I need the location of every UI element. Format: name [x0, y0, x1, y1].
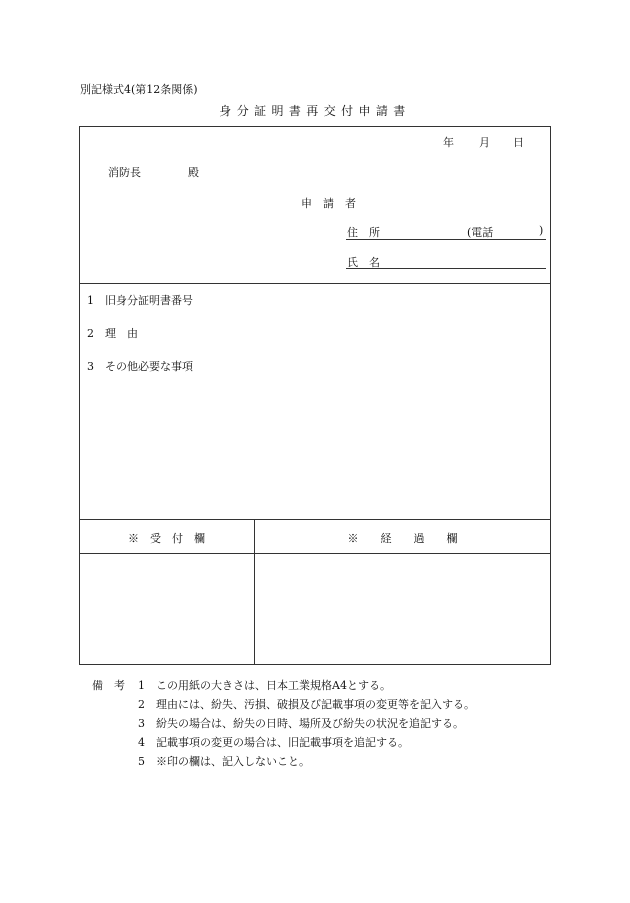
note-item: 2 理由には、紛失、汚損、破損及び記載事項の変更等を記入する。	[138, 698, 475, 711]
addressee-name: 消防長	[108, 166, 141, 179]
applicant-heading: 申 請 者	[301, 197, 356, 210]
addressee-honorific: 殿	[188, 166, 199, 179]
form-identifier: 別記様式4(第12条関係)	[80, 83, 198, 96]
name-field[interactable]	[346, 268, 546, 269]
item-old-id-number: 1 旧身分証明書番号	[87, 294, 193, 307]
progress-column-header: ※ 経 過 欄	[347, 532, 458, 545]
section-divider-items	[79, 519, 551, 520]
date-year-label: 年	[443, 136, 454, 149]
note-item: 4 記載事項の変更の場合は、旧記載事項を追記する。	[138, 736, 409, 749]
address-label: 住 所	[347, 226, 380, 239]
date-line	[0, 134, 630, 148]
section-divider-applicant	[79, 283, 551, 284]
date-day-label: 日	[513, 136, 524, 149]
address-field[interactable]	[346, 239, 546, 240]
notes-label: 備 考	[92, 679, 125, 692]
column-header-divider	[79, 553, 551, 554]
note-item: 5 ※印の欄は、記入しないこと。	[138, 755, 310, 768]
reception-column-header: ※ 受 付 欄	[128, 532, 205, 545]
note-item: 3 紛失の場合は、紛失の日時、場所及び紛失の状況を追記する。	[138, 717, 464, 730]
document-title: 身分証明書再交付申請書	[219, 104, 411, 118]
note-item: 1 この用紙の大きさは、日本工業規格A4とする。	[138, 679, 391, 692]
item-reason: 2 理 由	[87, 327, 138, 340]
item-other-matters: 3 その他必要な事項	[87, 360, 193, 373]
phone-label: (電話	[467, 226, 494, 239]
name-label: 氏 名	[347, 256, 380, 269]
phone-close: )	[539, 224, 544, 237]
date-month-label: 月	[479, 136, 490, 149]
